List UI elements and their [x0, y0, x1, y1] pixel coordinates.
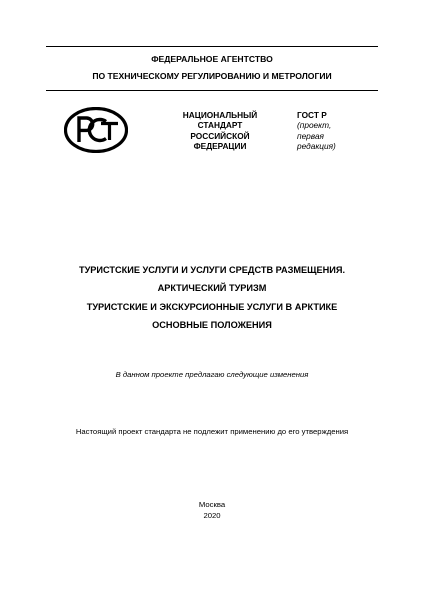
gost-note-line: первая: [297, 130, 324, 141]
proposal-text: В данном проекте предлагаю следующие изменения: [115, 370, 309, 379]
notice-text: Настоящий проект стандарта не подлежит применению до его утверждения: [75, 427, 349, 436]
national-standard-line: НАЦИОНАЛЬНЫЙ: [182, 110, 258, 120]
header-rule: [46, 90, 378, 91]
national-standard-line: РОССИЙСКОЙ: [190, 130, 250, 141]
top-rule: [46, 46, 378, 47]
agency-header: [46, 51, 378, 85]
gost-code: ГОСТ Р: [297, 110, 327, 120]
title-line: ТУРИСТСКИЕ И ЭКСКУРСИОННЫЕ УСЛУГИ В АРКТИКЕ: [86, 301, 338, 312]
gost-note-line: (проект,: [297, 120, 332, 131]
national-standard-line: ФЕДЕРАЦИИ: [193, 141, 247, 152]
gost-note-line: редакция): [297, 141, 336, 152]
publication-place: [30, 500, 394, 521]
agency-line-1: ФЕДЕРАЛЬНОЕ АГЕНТСТВО: [151, 54, 273, 64]
year: 2020: [203, 510, 221, 520]
agency-line-2: ПО ТЕХНИЧЕСКОМУ РЕГУЛИРОВАНИЮ И МЕТРОЛОГИИ: [92, 71, 332, 81]
title-line: ОСНОВНЫЕ ПОЛОЖЕНИЯ: [152, 320, 272, 331]
gost-r-emblem-icon: [64, 107, 128, 153]
title-line: ТУРИСТСКИЕ УСЛУГИ И УСЛУГИ СРЕДСТВ РАЗМЕЩЕНИЯ.: [78, 265, 346, 275]
city: Москва: [198, 500, 226, 509]
national-standard-line: СТАНДАРТ: [197, 120, 243, 131]
document-title: [30, 261, 394, 335]
gost-designation: [297, 110, 377, 152]
title-line: АРКТИЧЕСКИЙ ТУРИЗМ: [157, 283, 267, 294]
national-standard-label: [172, 110, 268, 152]
